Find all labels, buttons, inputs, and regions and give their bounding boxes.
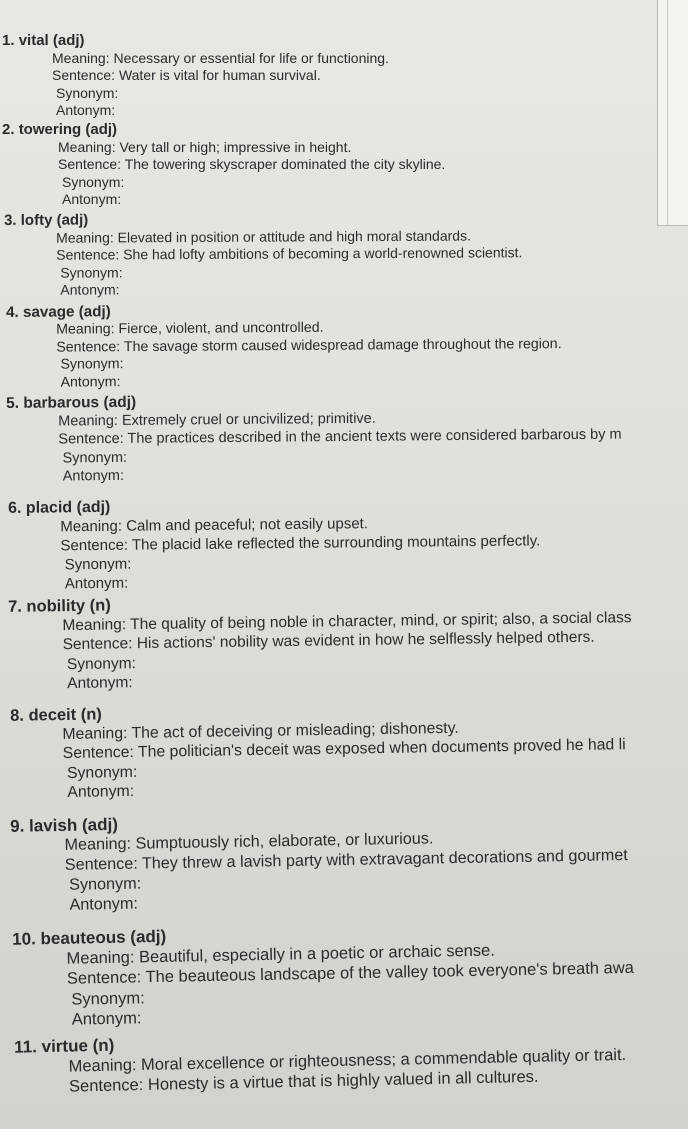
synonym-line — [65, 556, 132, 574]
meaning-label: Meaning: — [62, 724, 128, 743]
meaning-line — [52, 50, 389, 66]
part-of-speech: (n) — [92, 1035, 115, 1056]
synonym-label: Synonym: — [66, 654, 136, 673]
meaning-label: Meaning: — [66, 947, 135, 968]
entry-headword — [10, 705, 102, 725]
entry-word: savage — [22, 303, 75, 321]
synonym-label: Synonym: — [62, 173, 125, 190]
antonym-label: Antonym: — [60, 281, 120, 298]
entry-word: barbarous — [23, 394, 100, 412]
sentence-label: Sentence: — [56, 246, 120, 263]
meaning-text: Very tall or high; impressive in height. — [119, 138, 352, 155]
antonym-label: Antonym: — [67, 674, 133, 693]
entry-word: lofty — [20, 211, 53, 229]
antonym-line — [67, 783, 134, 802]
page-fold — [667, 0, 668, 225]
meaning-text: Extremely cruel or uncivilized; primitive. — [121, 410, 376, 429]
sentence-line — [60, 532, 540, 554]
synonym-line — [60, 357, 123, 373]
sentence-label: Sentence: — [56, 338, 121, 356]
entry-word: vital — [18, 32, 49, 49]
antonym-label: Antonym: — [64, 574, 129, 593]
part-of-speech: (n) — [89, 596, 111, 615]
part-of-speech: (adj) — [76, 498, 111, 517]
page-edge — [657, 0, 688, 226]
synonym-line — [67, 655, 136, 674]
entry-headword — [8, 499, 110, 518]
sentence-label: Sentence: — [62, 635, 133, 654]
synonym-line — [67, 763, 138, 782]
part-of-speech: (adj) — [81, 814, 119, 835]
part-of-speech: (adj) — [103, 393, 137, 412]
antonym-label: Antonym: — [62, 191, 122, 207]
sentence-text: She had lofty ambitions of becoming a world-renowned scientist. — [123, 244, 523, 263]
sentence-text: The practices described in the ancient texts were considered barbarous by m — [127, 426, 622, 447]
entry-number: 7. — [7, 597, 23, 616]
entry-number: 6. — [7, 499, 22, 517]
entry-word: deceit — [28, 705, 77, 725]
antonym-line — [62, 191, 121, 207]
synonym-label: Synonym: — [64, 555, 132, 574]
entry-number: 4. — [5, 303, 19, 321]
meaning-label: Meaning: — [64, 834, 132, 854]
entry-number: 3. — [3, 211, 17, 229]
entry-headword — [2, 121, 117, 138]
antonym-label: Antonym: — [56, 102, 116, 118]
synonym-label: Synonym: — [69, 874, 142, 894]
meaning-line — [56, 227, 471, 245]
sentence-text: Water is vital for human survival. — [118, 67, 321, 83]
entry-headword — [2, 32, 85, 49]
meaning-label: Meaning: — [62, 615, 127, 634]
sentence-line — [52, 67, 321, 83]
entry-headword — [10, 815, 118, 837]
antonym-line — [56, 102, 115, 118]
part-of-speech: (adj) — [56, 211, 89, 229]
entry-headword — [8, 596, 111, 616]
antonym-line — [69, 895, 138, 915]
entry-number: 1. — [2, 32, 15, 49]
synonym-line — [62, 174, 124, 190]
sentence-text: Honesty is a virtue that is highly valued in all cultures. — [147, 1067, 539, 1094]
meaning-label: Meaning: — [58, 412, 118, 429]
meaning-label: Meaning: — [58, 138, 116, 155]
meaning-label: Meaning: — [52, 49, 110, 66]
meaning-text: Sumptuously rich, elaborate, or luxurious. — [135, 829, 434, 853]
sentence-text: The savage storm caused widespread damage throughout the region. — [123, 335, 562, 355]
sentence-label: Sentence: — [62, 743, 135, 763]
antonym-label: Antonym: — [60, 374, 121, 391]
sentence-label: Sentence: — [68, 1076, 144, 1096]
sentence-line — [56, 336, 561, 356]
sentence-line — [56, 244, 522, 262]
sentence-text: The placid lake reflected the surrounding mountains perfectly. — [131, 532, 541, 554]
meaning-text: Elevated in position or attitude and high moral standards. — [117, 227, 471, 245]
meaning-label: Meaning: — [60, 517, 123, 536]
synonym-line — [69, 875, 141, 895]
sentence-label: Sentence: — [52, 67, 116, 83]
sentence-text: The politician's deceit was exposed when documents proved he had li — [137, 736, 626, 761]
entry-headword — [4, 212, 88, 229]
part-of-speech: (adj) — [130, 926, 167, 947]
meaning-text: Fierce, violent, and uncontrolled. — [118, 319, 324, 337]
sentence-label: Sentence: — [58, 430, 124, 448]
entry-word: placid — [25, 499, 73, 517]
meaning-text: Calm and peaceful; not easily upset. — [126, 515, 369, 535]
synonym-label: Synonym: — [60, 356, 124, 373]
meaning-text: The quality of being noble in character, mind, or spirit; also, a social class — [130, 608, 632, 633]
entry-headword — [12, 927, 166, 950]
antonym-label: Antonym: — [62, 467, 125, 485]
antonym-line — [63, 468, 124, 485]
synonym-line — [60, 264, 122, 280]
antonym-label: Antonym: — [69, 894, 139, 914]
entry-word: virtue — [41, 1036, 89, 1057]
synonym-label: Synonym: — [66, 763, 138, 782]
entry-number: 11. — [13, 1037, 38, 1057]
meaning-text: The act of deceiving or misleading; dishonesty. — [131, 719, 459, 742]
sentence-label: Sentence: — [66, 968, 142, 988]
synonym-line — [56, 85, 118, 101]
meaning-text: Necessary or essential for life or functioning. — [113, 49, 389, 66]
meaning-text: Beautiful, especially in a poetic or archaic sense. — [138, 941, 496, 966]
part-of-speech: (adj) — [85, 121, 118, 138]
sentence-label: Sentence: — [64, 854, 138, 874]
synonym-line — [71, 989, 145, 1009]
sentence-line — [58, 156, 445, 172]
sentence-text: They threw a lavish party with extravagant decorations and gourmet — [141, 846, 628, 873]
part-of-speech: (n) — [80, 705, 102, 724]
meaning-line — [60, 515, 368, 535]
synonym-label: Synonym: — [71, 988, 145, 1009]
sentence-label: Sentence: — [60, 536, 129, 555]
sentence-text: The beauteous landscape of the valley took everyone's breath awa — [145, 958, 635, 987]
synonym-label: Synonym: — [62, 449, 128, 466]
entry-word: nobility — [26, 596, 86, 616]
entry-headword — [14, 1036, 115, 1058]
entry-number: 5. — [5, 394, 20, 412]
sentence-text: The towering skyscraper dominated the city skyline. — [124, 156, 446, 172]
antonym-line — [72, 1009, 142, 1029]
meaning-line — [58, 139, 351, 155]
meaning-label: Meaning: — [56, 320, 115, 338]
antonym-line — [67, 674, 133, 693]
synonym-label: Synonym: — [56, 84, 119, 101]
entry-number: 2. — [2, 121, 15, 138]
meaning-text: Moral excellence or righteousness; a commendable quality or trait. — [140, 1045, 627, 1074]
meaning-label: Meaning: — [68, 1055, 137, 1076]
meaning-label: Meaning: — [56, 228, 114, 246]
antonym-label: Antonym: — [67, 782, 135, 801]
part-of-speech: (adj) — [52, 32, 85, 49]
entry-word: beauteous — [40, 927, 126, 949]
antonym-label: Antonym: — [71, 1009, 142, 1029]
sentence-label: Sentence: — [58, 156, 122, 172]
meaning-line — [56, 320, 323, 338]
part-of-speech: (adj) — [78, 303, 111, 321]
entry-word: towering — [18, 121, 82, 138]
entry-number: 10. — [11, 929, 36, 949]
antonym-line — [60, 374, 120, 390]
synonym-line — [62, 449, 127, 466]
antonym-line — [65, 575, 129, 593]
meaning-line — [58, 410, 376, 429]
synonym-label: Synonym: — [60, 263, 123, 281]
sentence-text: His actions' nobility was evident in how he selflessly helped others. — [136, 628, 595, 653]
antonym-line — [60, 281, 119, 297]
entry-number: 8. — [9, 706, 25, 725]
entry-headword — [6, 394, 136, 413]
sentence-line — [58, 427, 621, 448]
entry-number: 9. — [9, 816, 25, 836]
entry-headword — [6, 303, 111, 321]
entry-word: lavish — [28, 815, 78, 836]
